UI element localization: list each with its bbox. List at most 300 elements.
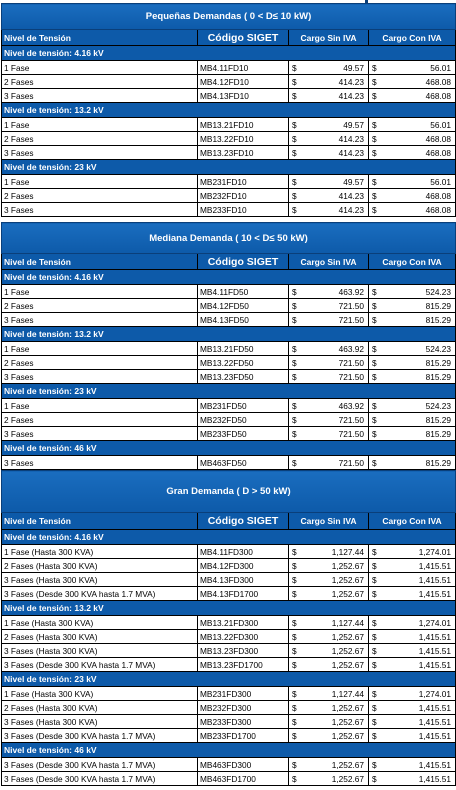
- money-value: [291, 561, 366, 571]
- section-title-row: [2, 471, 456, 513]
- table-row: [2, 356, 456, 370]
- currency-symbol: $: [372, 759, 377, 770]
- header-nivel: Nivel de Tensión: [2, 254, 198, 270]
- amount: 1,252.67: [331, 645, 364, 656]
- currency-symbol: $: [372, 688, 377, 699]
- siget-code: MB231FD300: [198, 687, 289, 701]
- charge-without-vat: [289, 132, 369, 146]
- currency-symbol: $: [372, 730, 377, 741]
- charge-with-vat: [369, 559, 456, 573]
- voltage-level-label: Nivel de tensión: 46 kV: [2, 743, 456, 758]
- siget-code: MB4.12FD10: [198, 75, 289, 89]
- phase-description: 3 Fases: [2, 203, 198, 217]
- siget-code: MB13.23FD300: [198, 644, 289, 658]
- phase-description: 1 Fase: [2, 342, 198, 356]
- siget-code: MB13.23FD1700: [198, 658, 289, 672]
- header-nivel: Nivel de Tensión: [2, 513, 198, 530]
- charge-without-vat: [289, 587, 369, 601]
- phase-description: 3 Fases (Hasta 300 KVA): [2, 715, 198, 729]
- phase-description: 1 Fase (Hasta 300 KVA): [2, 545, 198, 559]
- table-row: [2, 189, 456, 203]
- amount: 1,415.51: [418, 631, 452, 642]
- money-value: [371, 372, 453, 382]
- money-value: [371, 148, 453, 158]
- money-value: [371, 134, 453, 144]
- voltage-level-label: Nivel de tensión: 23 kV: [2, 384, 456, 399]
- currency-symbol: $: [372, 343, 377, 354]
- currency-symbol: $: [292, 314, 297, 325]
- money-value: [291, 358, 366, 368]
- currency-symbol: $: [292, 400, 297, 411]
- money-value: [291, 547, 366, 557]
- currency-symbol: $: [292, 147, 297, 158]
- amount: 1,415.51: [418, 645, 452, 656]
- amount: 414.23: [338, 204, 364, 215]
- siget-code: MB232FD50: [198, 413, 289, 427]
- charge-with-vat: [369, 89, 456, 103]
- voltage-level-row: [2, 530, 456, 545]
- voltage-level-row: [2, 384, 456, 399]
- amount: 524.23: [425, 400, 452, 411]
- phase-description: 1 Fase: [2, 175, 198, 189]
- charge-without-vat: [289, 146, 369, 160]
- amount: 815.29: [425, 300, 452, 311]
- phase-description: 2 Fases: [2, 299, 198, 313]
- charge-without-vat: [289, 399, 369, 413]
- currency-symbol: $: [372, 286, 377, 297]
- currency-symbol: $: [292, 546, 297, 557]
- currency-symbol: $: [372, 357, 377, 368]
- amount: 1,274.01: [418, 617, 452, 628]
- charge-with-vat: [369, 616, 456, 630]
- amount: 1,274.01: [418, 688, 452, 699]
- charge-without-vat: [289, 342, 369, 356]
- amount: 1,252.67: [331, 659, 364, 670]
- currency-symbol: $: [372, 560, 377, 571]
- charge-with-vat: [369, 342, 456, 356]
- charge-without-vat: [289, 758, 369, 772]
- currency-symbol: $: [372, 716, 377, 727]
- amount: 56.01: [430, 62, 452, 73]
- phase-description: 2 Fases: [2, 189, 198, 203]
- amount: 1,415.51: [418, 588, 452, 599]
- header-nivel: Nivel de Tensión: [2, 30, 198, 46]
- charge-with-vat: [369, 644, 456, 658]
- amount: 1,252.67: [331, 560, 364, 571]
- amount: 815.29: [425, 428, 452, 439]
- phase-description: 1 Fase (Hasta 300 KVA): [2, 616, 198, 630]
- table-row: [2, 146, 456, 160]
- money-value: [371, 774, 453, 784]
- phase-description: 3 Fases (Desde 300 KVA hasta 1.7 MVA): [2, 658, 198, 672]
- voltage-level-row: [2, 103, 456, 118]
- charge-without-vat: [289, 427, 369, 441]
- currency-symbol: $: [292, 76, 297, 87]
- siget-code: MB4.13FD50: [198, 313, 289, 327]
- money-value: [371, 575, 453, 585]
- voltage-level-label: Nivel de tensión: 23 kV: [2, 672, 456, 687]
- currency-symbol: $: [372, 400, 377, 411]
- money-value: [371, 660, 453, 670]
- amount: 468.08: [425, 190, 452, 201]
- phase-description: 3 Fases (Desde 300 KVA hasta 1.7 MVA): [2, 772, 198, 786]
- charge-without-vat: [289, 687, 369, 701]
- section-title: Pequeñas Demandas ( 0 < D≤ 10 kW): [2, 4, 456, 30]
- phase-description: 3 Fases: [2, 427, 198, 441]
- money-value: [371, 618, 453, 628]
- money-value: [291, 287, 366, 297]
- charge-with-vat: [369, 285, 456, 299]
- table-row: [2, 573, 456, 587]
- table-row: [2, 701, 456, 715]
- charge-without-vat: [289, 189, 369, 203]
- amount: 1,415.51: [418, 659, 452, 670]
- phase-description: 1 Fase: [2, 285, 198, 299]
- charge-with-vat: [369, 587, 456, 601]
- siget-code: MB232FD10: [198, 189, 289, 203]
- money-value: [291, 415, 366, 425]
- phase-description: 2 Fases: [2, 356, 198, 370]
- amount: 1,274.01: [418, 546, 452, 557]
- money-value: [371, 632, 453, 642]
- charge-with-vat: [369, 573, 456, 587]
- currency-symbol: $: [372, 62, 377, 73]
- charge-with-vat: [369, 75, 456, 89]
- money-value: [291, 632, 366, 642]
- table-row: [2, 61, 456, 75]
- currency-symbol: $: [292, 645, 297, 656]
- charge-with-vat: [369, 758, 456, 772]
- currency-symbol: $: [292, 759, 297, 770]
- money-value: [371, 703, 453, 713]
- currency-symbol: $: [292, 730, 297, 741]
- currency-symbol: $: [292, 659, 297, 670]
- section-title: Mediana Demanda ( 10 < D≤ 50 kW): [2, 223, 456, 254]
- money-value: [371, 401, 453, 411]
- table-row: [2, 413, 456, 427]
- voltage-level-row: [2, 160, 456, 175]
- amount: 524.23: [425, 286, 452, 297]
- siget-code: MB231FD10: [198, 175, 289, 189]
- charge-with-vat: [369, 772, 456, 786]
- siget-code: MB4.13FD300: [198, 573, 289, 587]
- table-row: [2, 758, 456, 772]
- amount: 468.08: [425, 147, 452, 158]
- money-value: [291, 429, 366, 439]
- charge-with-vat: [369, 313, 456, 327]
- siget-code: MB232FD300: [198, 701, 289, 715]
- header-con-iva: Cargo Con IVA: [369, 513, 456, 530]
- amount: 721.50: [338, 314, 364, 325]
- currency-symbol: $: [292, 300, 297, 311]
- charge-without-vat: [289, 729, 369, 743]
- siget-code: MB4.11FD10: [198, 61, 289, 75]
- money-value: [291, 401, 366, 411]
- money-value: [291, 63, 366, 73]
- charge-with-vat: [369, 175, 456, 189]
- amount: 1,415.51: [418, 759, 452, 770]
- phase-description: 3 Fases (Desde 300 KVA hasta 1.7 MVA): [2, 729, 198, 743]
- money-value: [371, 191, 453, 201]
- table-row: [2, 427, 456, 441]
- amount: 721.50: [338, 300, 364, 311]
- charge-without-vat: [289, 772, 369, 786]
- amount: 49.57: [343, 62, 364, 73]
- voltage-level-row: [2, 46, 456, 61]
- currency-symbol: $: [372, 457, 377, 468]
- currency-symbol: $: [372, 119, 377, 130]
- currency-symbol: $: [372, 190, 377, 201]
- siget-code: MB13.23FD50: [198, 370, 289, 384]
- charge-without-vat: [289, 118, 369, 132]
- column-header-row: [2, 254, 456, 270]
- table-row: [2, 456, 456, 470]
- currency-symbol: $: [372, 773, 377, 784]
- table-row: [2, 313, 456, 327]
- amount: 49.57: [343, 119, 364, 130]
- money-value: [291, 91, 366, 101]
- charge-with-vat: [369, 701, 456, 715]
- voltage-level-label: Nivel de tensión: 4.16 kV: [2, 46, 456, 61]
- money-value: [291, 177, 366, 187]
- money-value: [371, 91, 453, 101]
- header-sin-iva: Cargo Sin IVA: [289, 254, 369, 270]
- amount: 1,252.67: [331, 730, 364, 741]
- charge-without-vat: [289, 203, 369, 217]
- siget-code: MB463FD50: [198, 456, 289, 470]
- currency-symbol: $: [292, 62, 297, 73]
- money-value: [371, 689, 453, 699]
- voltage-level-row: [2, 601, 456, 616]
- amount: 414.23: [338, 190, 364, 201]
- amount: 468.08: [425, 133, 452, 144]
- table-row: [2, 342, 456, 356]
- amount: 1,415.51: [418, 702, 452, 713]
- siget-code: MB13.23FD10: [198, 146, 289, 160]
- currency-symbol: $: [372, 300, 377, 311]
- voltage-level-label: Nivel de tensión: 13.2 kV: [2, 327, 456, 342]
- amount: 815.29: [425, 371, 452, 382]
- currency-symbol: $: [292, 617, 297, 628]
- voltage-level-row: [2, 743, 456, 758]
- money-value: [291, 372, 366, 382]
- money-value: [291, 660, 366, 670]
- header-sin-iva: Cargo Sin IVA: [289, 30, 369, 46]
- amount: 414.23: [338, 147, 364, 158]
- money-value: [371, 358, 453, 368]
- charge-with-vat: [369, 427, 456, 441]
- header-codigo: Código SIGET: [198, 513, 289, 530]
- charge-with-vat: [369, 189, 456, 203]
- currency-symbol: $: [292, 457, 297, 468]
- currency-symbol: $: [292, 428, 297, 439]
- siget-code: MB13.22FD300: [198, 630, 289, 644]
- siget-code: MB463FD1700: [198, 772, 289, 786]
- charge-with-vat: [369, 413, 456, 427]
- money-value: [291, 148, 366, 158]
- charge-without-vat: [289, 356, 369, 370]
- currency-symbol: $: [372, 645, 377, 656]
- money-value: [291, 120, 366, 130]
- currency-symbol: $: [292, 588, 297, 599]
- amount: 1,252.67: [331, 588, 364, 599]
- charge-without-vat: [289, 644, 369, 658]
- amount: 815.29: [425, 414, 452, 425]
- money-value: [291, 134, 366, 144]
- charge-with-vat: [369, 399, 456, 413]
- phase-description: 3 Fases: [2, 146, 198, 160]
- currency-symbol: $: [372, 314, 377, 325]
- siget-code: MB13.22FD50: [198, 356, 289, 370]
- table-row: [2, 545, 456, 559]
- amount: 463.92: [338, 400, 364, 411]
- charge-with-vat: [369, 630, 456, 644]
- amount: 524.23: [425, 343, 452, 354]
- section-mediana-demanda: [0, 222, 456, 470]
- phase-description: 1 Fase: [2, 399, 198, 413]
- money-value: [371, 760, 453, 770]
- charge-with-vat: [369, 658, 456, 672]
- money-value: [371, 301, 453, 311]
- money-value: [371, 120, 453, 130]
- money-value: [371, 77, 453, 87]
- amount: 721.50: [338, 457, 364, 468]
- currency-symbol: $: [292, 371, 297, 382]
- tariff-table: [1, 3, 456, 217]
- amount: 1,415.51: [418, 560, 452, 571]
- amount: 414.23: [338, 133, 364, 144]
- column-header-row: [2, 30, 456, 46]
- amount: 1,252.67: [331, 716, 364, 727]
- table-row: [2, 658, 456, 672]
- charge-with-vat: [369, 356, 456, 370]
- money-value: [371, 458, 453, 468]
- charge-without-vat: [289, 175, 369, 189]
- money-value: [291, 731, 366, 741]
- money-value: [371, 561, 453, 571]
- amount: 1,252.67: [331, 631, 364, 642]
- charge-with-vat: [369, 132, 456, 146]
- siget-code: MB4.11FD50: [198, 285, 289, 299]
- money-value: [371, 415, 453, 425]
- table-row: [2, 203, 456, 217]
- charge-with-vat: [369, 203, 456, 217]
- phase-description: 3 Fases: [2, 89, 198, 103]
- money-value: [371, 287, 453, 297]
- currency-symbol: $: [292, 414, 297, 425]
- currency-symbol: $: [292, 716, 297, 727]
- charge-with-vat: [369, 61, 456, 75]
- currency-symbol: $: [292, 773, 297, 784]
- charge-with-vat: [369, 370, 456, 384]
- phase-description: 2 Fases: [2, 132, 198, 146]
- charge-without-vat: [289, 715, 369, 729]
- amount: 815.29: [425, 314, 452, 325]
- section-title-row: [2, 223, 456, 254]
- currency-symbol: $: [292, 190, 297, 201]
- phase-description: 1 Fase: [2, 61, 198, 75]
- charge-without-vat: [289, 61, 369, 75]
- table-row: [2, 616, 456, 630]
- tariff-table: [1, 222, 456, 470]
- money-value: [291, 458, 366, 468]
- money-value: [371, 731, 453, 741]
- table-row: [2, 630, 456, 644]
- siget-code: MB233FD10: [198, 203, 289, 217]
- amount: 721.50: [338, 414, 364, 425]
- money-value: [371, 717, 453, 727]
- money-value: [291, 689, 366, 699]
- amount: 721.50: [338, 357, 364, 368]
- amount: 1,252.67: [331, 702, 364, 713]
- money-value: [291, 344, 366, 354]
- currency-symbol: $: [372, 546, 377, 557]
- voltage-level-row: [2, 672, 456, 687]
- amount: 1,127.44: [331, 546, 364, 557]
- amount: 1,252.67: [331, 759, 364, 770]
- table-row: [2, 75, 456, 89]
- currency-symbol: $: [372, 147, 377, 158]
- amount: 414.23: [338, 76, 364, 87]
- amount: 1,127.44: [331, 688, 364, 699]
- siget-code: MB13.21FD10: [198, 118, 289, 132]
- siget-code: MB4.12FD300: [198, 559, 289, 573]
- voltage-level-label: Nivel de tensión: 46 kV: [2, 441, 456, 456]
- money-value: [291, 589, 366, 599]
- charge-without-vat: [289, 413, 369, 427]
- voltage-level-label: Nivel de tensión: 13.2 kV: [2, 601, 456, 616]
- voltage-level-label: Nivel de tensión: 4.16 kV: [2, 530, 456, 545]
- phase-description: 3 Fases (Desde 300 KVA hasta 1.7 MVA): [2, 758, 198, 772]
- section-title: Gran Demanda ( D > 50 kW): [2, 471, 456, 513]
- amount: 815.29: [425, 457, 452, 468]
- money-value: [291, 301, 366, 311]
- money-value: [291, 575, 366, 585]
- header-codigo: Código SIGET: [198, 30, 289, 46]
- phase-description: 3 Fases: [2, 313, 198, 327]
- table-row: [2, 299, 456, 313]
- table-row: [2, 587, 456, 601]
- charge-without-vat: [289, 313, 369, 327]
- currency-symbol: $: [292, 133, 297, 144]
- currency-symbol: $: [292, 560, 297, 571]
- currency-symbol: $: [372, 133, 377, 144]
- currency-symbol: $: [292, 204, 297, 215]
- table-row: [2, 559, 456, 573]
- amount: 463.92: [338, 343, 364, 354]
- charge-without-vat: [289, 89, 369, 103]
- currency-symbol: $: [372, 204, 377, 215]
- money-value: [291, 77, 366, 87]
- charge-without-vat: [289, 616, 369, 630]
- money-value: [371, 547, 453, 557]
- currency-symbol: $: [372, 574, 377, 585]
- phase-description: 2 Fases: [2, 75, 198, 89]
- currency-symbol: $: [372, 659, 377, 670]
- charge-with-vat: [369, 729, 456, 743]
- phase-description: 2 Fases: [2, 413, 198, 427]
- section-gran-demanda: [0, 470, 456, 786]
- table-row: [2, 175, 456, 189]
- money-value: [291, 646, 366, 656]
- currency-symbol: $: [372, 617, 377, 628]
- money-value: [371, 315, 453, 325]
- amount: 468.08: [425, 76, 452, 87]
- table-row: [2, 132, 456, 146]
- phase-description: 3 Fases: [2, 456, 198, 470]
- money-value: [291, 205, 366, 215]
- money-value: [291, 315, 366, 325]
